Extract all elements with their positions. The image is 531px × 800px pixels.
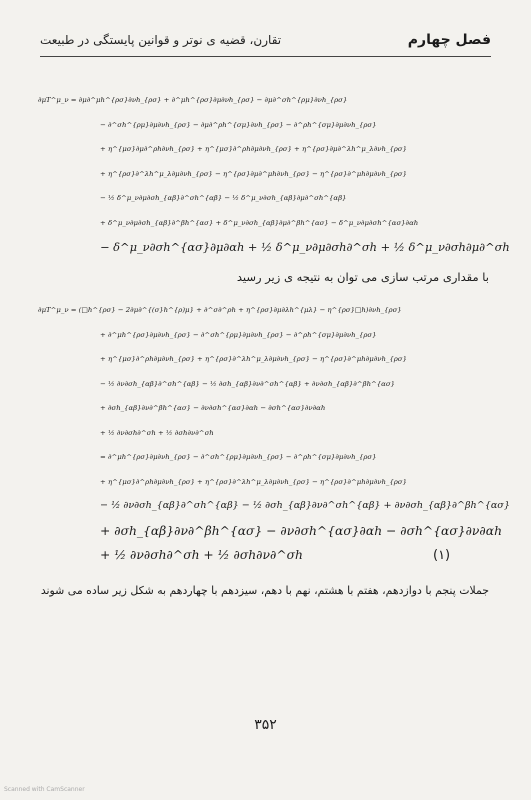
equation-line: + ∂σh_{αβ}∂ν∂^βh^{ασ} − ∂ν∂σh^{ασ}∂αh − ∂σh^{ασ}∂ν∂αh <box>100 523 502 538</box>
equation-divergence-expanded <box>38 88 510 260</box>
equation-divergence-rearranged <box>38 298 510 568</box>
equation-line: + ∂^μh^{ρσ}∂μ∂νh_{ρσ} − ∂^σh^{ρμ}∂μ∂νh_{ρσ} − ∂^ρh^{σμ}∂μ∂νh_{ρσ} <box>100 330 377 339</box>
equation-line: + η^{μσ}∂^ρh∂μ∂νh_{ρσ} + η^{ρσ}∂^λh^μ_λ∂μ∂νh_{ρσ} − η^{ρσ}∂^μh∂μ∂νh_{ρσ} <box>100 355 407 363</box>
scanner-watermark: Scanned with CamScanner <box>4 786 85 793</box>
page-header <box>40 26 491 56</box>
equation-line: ∂μT^μ_ν = (□h^{ρσ} − 2∂μ∂^{(σ}h^{ρ)μ} + ∂^σ∂^ρh + η^{ρσ}∂μ∂λh^{μλ} − η^{ρσ}□h)∂νh_{ρσ} <box>38 306 402 314</box>
header-rule <box>40 56 491 57</box>
page-number: ۳۵۲ <box>254 717 277 733</box>
equation-line: + ½ ∂ν∂σh∂^σh + ½ ∂σh∂ν∂^σh <box>100 428 214 437</box>
equation-number: (۱) <box>433 548 451 563</box>
paragraph-rearrangement: با مقداری مرتب سازی می توان به نتیجه ی زیر رسید <box>236 270 489 284</box>
running-title: تقارن، قضیه ی نوتر و قوانین پایستگی در طبیعت <box>40 33 282 47</box>
equation-line: − δ^μ_ν∂σh^{ασ}∂μ∂αh + ½ δ^μ_ν∂μ∂σh∂^σh + ½ δ^μ_ν∂σh∂μ∂^σh <box>100 240 510 254</box>
equation-line: = ∂^μh^{ρσ}∂μ∂νh_{ρσ} − ∂^σh^{ρμ}∂μ∂νh_{ρσ} − ∂^ρh^{σμ}∂μ∂νh_{ρσ} <box>100 453 377 461</box>
equation-line: + η^{ρσ}∂^λh^μ_λ∂μ∂νh_{ρσ} − η^{ρσ}∂μ∂^μh∂νh_{ρσ} − η^{ρσ}∂^μh∂μ∂νh_{ρσ} <box>100 169 407 178</box>
equation-line: ∂μT^μ_ν = ∂μ∂^μh^{ρσ}∂νh_{ρσ} + ∂^μh^{ρσ}∂μ∂νh_{ρσ} − ∂μ∂^σh^{ρμ}∂νh_{ρσ} <box>38 96 348 104</box>
equation-line: + ∂σh_{αβ}∂ν∂^βh^{ασ} − ∂ν∂σh^{ασ}∂αh − ∂σh^{ασ}∂ν∂αh <box>100 404 326 412</box>
equation-line: − ∂^σh^{ρμ}∂μ∂νh_{ρσ} − ∂μ∂^ρh^{σμ}∂νh_{ρσ} − ∂^ρh^{σμ}∂μ∂νh_{ρσ} <box>100 120 377 129</box>
equation-line: − ½ δ^μ_ν∂μ∂σh_{αβ}∂^σh^{αβ} − ½ δ^μ_ν∂σh_{αβ}∂μ∂^σh^{αβ} <box>100 194 347 202</box>
equation-line: + ½ ∂ν∂σh∂^σh + ½ ∂σh∂ν∂^σh <box>100 548 303 562</box>
paragraph-simplification: جملات پنجم با دوازدهم، هفتم با هشتم، نهم با دهم، سیزدهم با چهاردهم به شکل زیر ساده می شوند <box>40 584 489 597</box>
chapter-title: فصل چهارم <box>407 32 491 48</box>
equation-line: − ½ ∂ν∂σh_{αβ}∂^σh^{αβ} − ½ ∂σh_{αβ}∂ν∂^σh^{αβ} + ∂ν∂σh_{αβ}∂^βh^{ασ} <box>100 379 395 388</box>
equation-line: + η^{μσ}∂μ∂^ρh∂νh_{ρσ} + η^{μσ}∂^ρh∂μ∂νh_{ρσ} + η^{ρσ}∂μ∂^λh^μ_λ∂νh_{ρσ} <box>100 145 407 153</box>
equation-line: + δ^μ_ν∂μ∂σh_{αβ}∂^βh^{ασ} + δ^μ_ν∂σh_{αβ}∂μ∂^βh^{ασ} − δ^μ_ν∂μ∂σh^{ασ}∂αh <box>100 218 419 227</box>
equation-line: + η^{μσ}∂^ρh∂μ∂νh_{ρσ} + η^{ρσ}∂^λh^μ_λ∂μ∂νh_{ρσ} − η^{ρσ}∂^μh∂μ∂νh_{ρσ} <box>100 477 407 486</box>
equation-line: − ½ ∂ν∂σh_{αβ}∂^σh^{αβ} − ½ ∂σh_{αβ}∂ν∂^σh^{αβ} + ∂ν∂σh_{αβ}∂^βh^{ασ} <box>100 500 510 511</box>
